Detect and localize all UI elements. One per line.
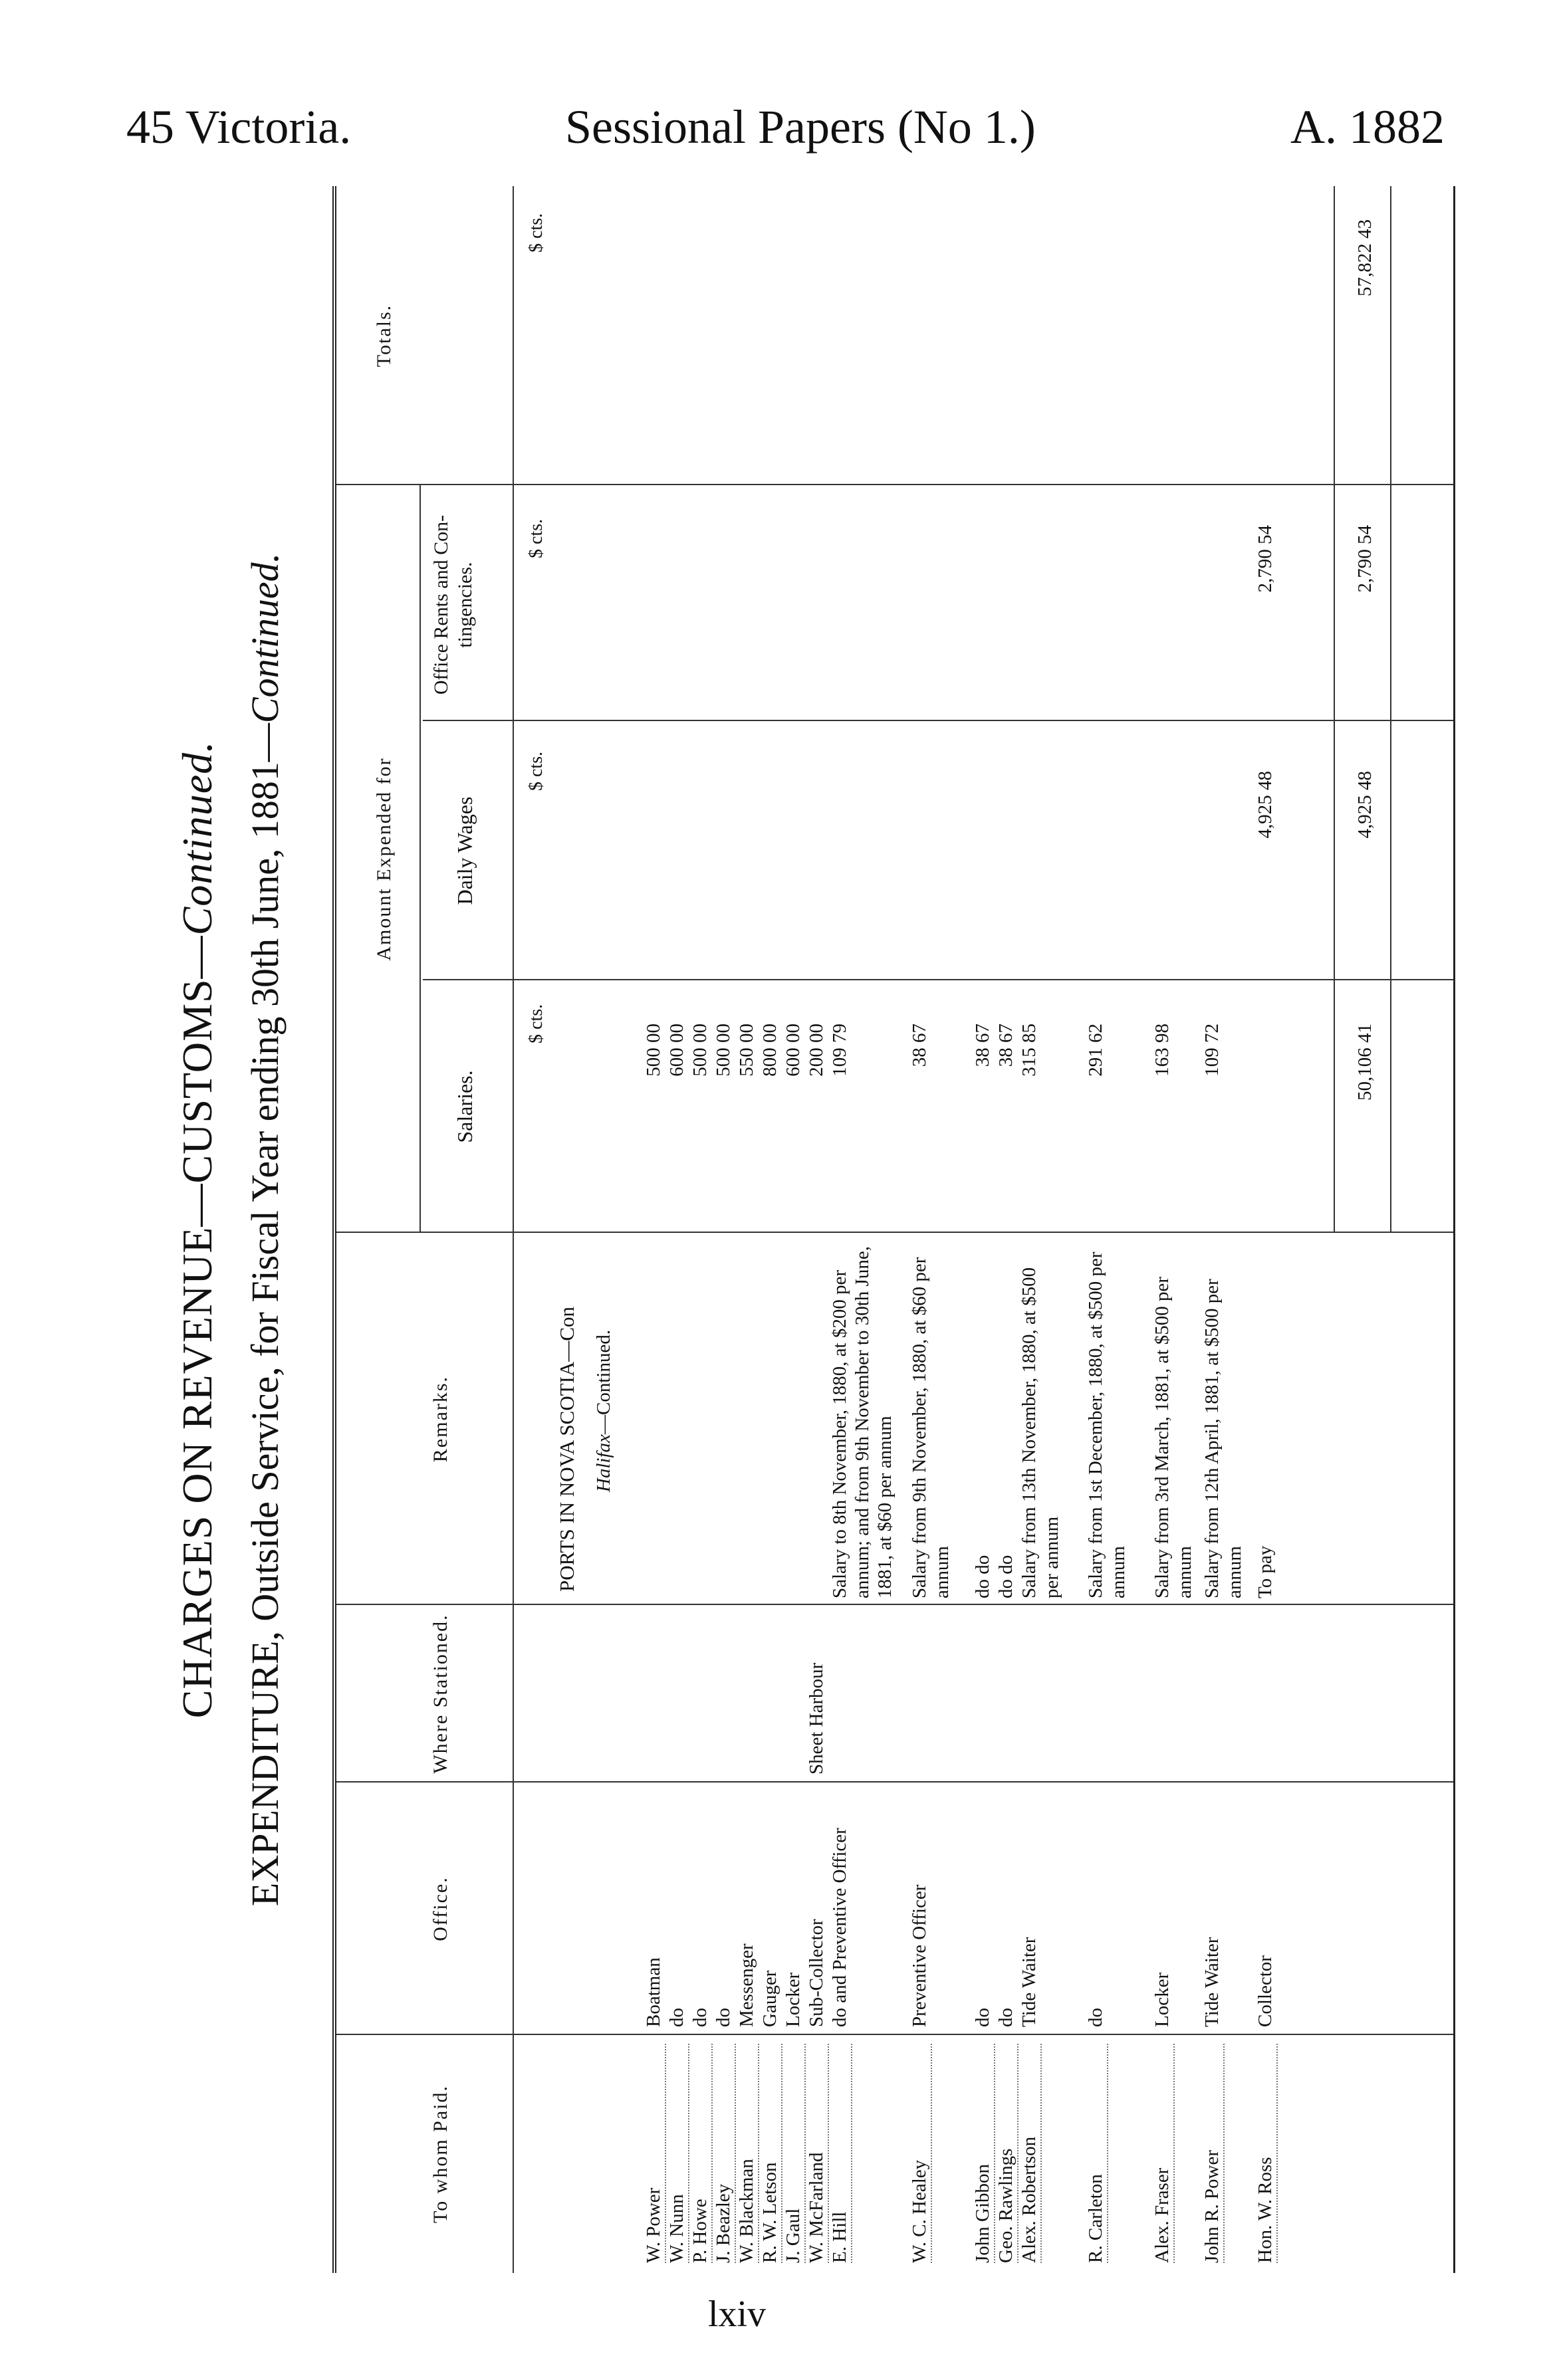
col-header-to-whom: To whom Paid. xyxy=(429,2084,451,2224)
row-name: W. Power xyxy=(642,2044,666,2263)
row-remarks: Salary from 12th April, 1881, at $500 per annum xyxy=(1201,1279,1245,1598)
row-office-rents: 2,790 54 xyxy=(1254,525,1276,593)
row-name: P. Howe xyxy=(689,2044,713,2263)
row-office: do xyxy=(713,2008,734,2027)
total-office-rents: 2,790 54 xyxy=(1354,525,1375,593)
section-subheading: Halifax—Continued. xyxy=(593,1329,614,1492)
col-header-office-rents: Office Rents and Con- tingencies. xyxy=(430,514,476,695)
row-name: J. Gaul xyxy=(782,2044,806,2263)
row-salary: 200 00 xyxy=(806,1024,827,1077)
row-office: Tide Waiter xyxy=(1018,1937,1040,2027)
row-remarks: do do xyxy=(972,1555,993,1598)
row-office: Tide Waiter xyxy=(1201,1937,1223,2027)
row-where: Sheet Harbour xyxy=(806,1662,827,1775)
row-salary: 315 85 xyxy=(1018,1024,1040,1077)
row-salary: 38 67 xyxy=(972,1024,993,1067)
row-salary: 800 00 xyxy=(759,1024,780,1077)
row-name: W. C. Healey xyxy=(908,2044,932,2263)
row-wages: 4,925 48 xyxy=(1254,771,1276,839)
row-salary: 109 72 xyxy=(1201,1024,1223,1077)
section-heading: PORTS IN NOVA SCOTIA—Con xyxy=(555,1306,578,1592)
row-salary: 291 62 xyxy=(1085,1024,1106,1077)
row-office: Locker xyxy=(1151,1972,1173,2027)
running-head-right: A. 1882 xyxy=(1290,100,1445,154)
row-salary: 163 98 xyxy=(1151,1024,1173,1077)
table-title: CHARGES ON REVENUE—CUSTOMS—Continued. xyxy=(174,740,221,1719)
page-number: lxiv xyxy=(708,2294,767,2335)
col-header-wages: Daily Wages xyxy=(453,796,477,905)
col-header-office: Office. xyxy=(429,1876,451,1941)
unit-office-rents: $ cts. xyxy=(526,518,546,558)
row-remarks: Salary from 13th November, 1880, at $500 per annum xyxy=(1018,1267,1062,1598)
row-name: Alex. Fraser xyxy=(1151,2044,1175,2263)
row-name: W. McFarland xyxy=(805,2044,829,2263)
row-salary: 550 00 xyxy=(736,1024,757,1077)
row-remarks: do do xyxy=(995,1555,1016,1598)
col-header-totals: Totals. xyxy=(373,304,395,368)
row-salary: 38 67 xyxy=(909,1024,930,1067)
row-salary: 500 00 xyxy=(643,1024,664,1077)
row-office: Collector xyxy=(1254,1955,1276,2027)
row-remarks: Salary from 9th November, 1880, at $60 per annum xyxy=(909,1257,953,1598)
row-name: R. Carleton xyxy=(1084,2044,1108,2263)
table-subtitle: EXPENDITURE, Outside Service, for Fiscal Year ending 30th June, 1881—Continued. xyxy=(243,552,287,1907)
row-remarks: Salary from 3rd March, 1881, at $500 per annum xyxy=(1151,1276,1195,1598)
row-name: W. Nunn xyxy=(665,2044,689,2263)
unit-salaries: $ cts. xyxy=(526,1004,546,1043)
row-office: Preventive Officer xyxy=(909,1884,930,2027)
col-header-where: Where Stationed. xyxy=(429,1614,451,1774)
row-salary: 109 79 xyxy=(829,1024,850,1077)
row-salary: 500 00 xyxy=(689,1024,711,1077)
row-office: do xyxy=(666,2008,687,2027)
row-name: John Gibbon xyxy=(971,2044,995,2263)
grand-total: 57,822 43 xyxy=(1354,219,1375,296)
row-office: do and Preventive Officer xyxy=(829,1828,850,2027)
unit-wages: $ cts. xyxy=(526,751,546,791)
row-salary: 600 00 xyxy=(666,1024,687,1077)
total-wages: 4,925 48 xyxy=(1354,771,1375,839)
row-remarks: To pay xyxy=(1254,1545,1276,1598)
row-name: J. Beazley xyxy=(712,2044,736,2263)
col-header-salaries: Salaries. xyxy=(453,1070,477,1143)
row-name: John R. Power xyxy=(1201,2044,1225,2263)
row-office: Locker xyxy=(782,1972,804,2027)
row-office: do xyxy=(995,2008,1016,2027)
row-salary: 500 00 xyxy=(713,1024,734,1077)
row-salary: 600 00 xyxy=(782,1024,804,1077)
col-header-remarks: Remarks. xyxy=(429,1375,451,1463)
row-remarks: Salary to 8th November, 1880, at $200 per annum; and from 9th November to 30th June, 1881, at $60 per annum xyxy=(829,1246,895,1598)
row-office: Gauger xyxy=(759,1970,780,2027)
row-remarks: Salary from 1st December, 1880, at $500 per annum xyxy=(1085,1251,1129,1598)
running-head-center: Sessional Papers (No 1.) xyxy=(565,100,1036,154)
row-name: W. Blackman xyxy=(735,2044,759,2263)
row-office: do xyxy=(689,2008,711,2027)
expenditure-table xyxy=(332,186,1455,2273)
row-office: Sub-Collector xyxy=(806,1919,827,2027)
row-office: Messenger xyxy=(736,1943,757,2027)
unit-totals: $ cts. xyxy=(526,213,546,253)
row-office: do xyxy=(1085,2008,1106,2027)
row-name: R. W. Letson xyxy=(759,2044,782,2263)
row-office: Boatman xyxy=(643,1957,664,2027)
row-name: Hon. W. Ross xyxy=(1254,2044,1278,2263)
running-head-left: 45 Victoria. xyxy=(126,100,352,154)
rotated-table-page xyxy=(173,186,1449,2273)
col-header-amount: Amount Expended for xyxy=(373,757,395,961)
row-office: do xyxy=(972,2008,993,2027)
row-salary: 38 67 xyxy=(995,1024,1016,1067)
total-salaries: 50,106 41 xyxy=(1354,1024,1375,1101)
row-name: Alex. Robertson xyxy=(1018,2044,1042,2263)
row-name: E. Hill xyxy=(828,2044,852,2263)
row-name: Geo. Rawlings xyxy=(995,2044,1018,2263)
